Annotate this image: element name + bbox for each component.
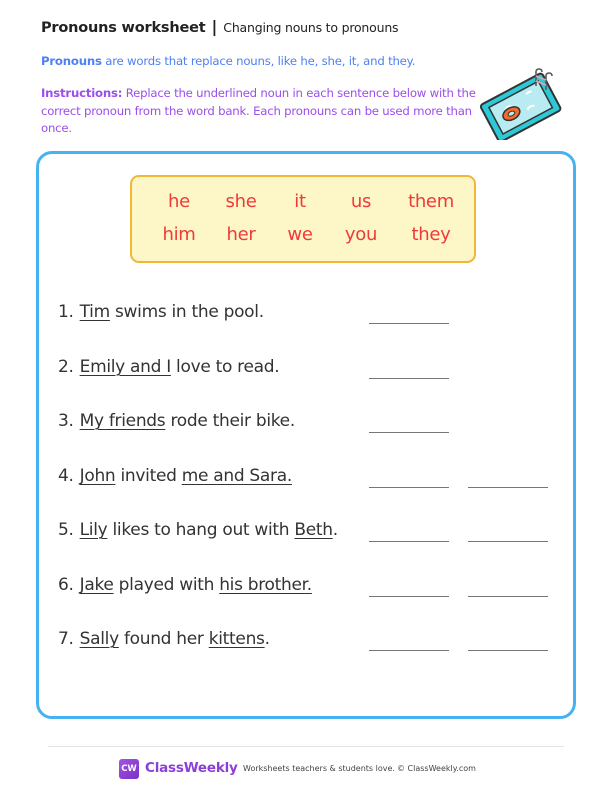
sentence-text: . xyxy=(264,629,270,649)
title-separator: | xyxy=(211,17,218,36)
underlined-noun: Jake xyxy=(79,575,114,595)
word-bank-word: us xyxy=(350,191,372,212)
word-bank-word: we xyxy=(287,224,313,245)
question-number: 1. xyxy=(58,302,74,322)
underlined-noun: kittens xyxy=(208,629,265,649)
answer-blank[interactable] xyxy=(468,596,548,597)
pronoun-definition xyxy=(41,54,481,68)
underlined-noun: Emily and I xyxy=(79,357,171,377)
footer-divider xyxy=(48,746,564,747)
underlined-noun: My friends xyxy=(79,411,166,431)
answer-blank[interactable] xyxy=(369,323,449,324)
question-item xyxy=(58,520,338,544)
answer-blank[interactable] xyxy=(468,650,548,651)
underlined-noun: Sally xyxy=(79,629,119,649)
answer-blank[interactable] xyxy=(369,596,449,597)
question-number: 6. xyxy=(58,575,74,595)
underlined-noun: Tim xyxy=(79,302,110,322)
brand-name: ClassWeekly xyxy=(145,760,238,776)
underlined-noun: me and Sara. xyxy=(181,466,292,486)
question-number: 4. xyxy=(58,466,74,486)
question-item xyxy=(58,629,270,653)
answer-blank[interactable] xyxy=(369,378,449,379)
sentence-text: . xyxy=(332,520,338,540)
footer-tagline: Worksheets teachers & students love. xyxy=(243,764,395,773)
definition-text: are words that replace nouns, like he, she, it, and they. xyxy=(101,54,416,68)
word-bank xyxy=(130,175,476,263)
instructions xyxy=(41,85,481,138)
word-bank-row-2 xyxy=(132,224,474,250)
word-bank-word: him xyxy=(162,224,196,245)
sentence-text: likes to hang out with xyxy=(107,520,295,540)
question-number: 2. xyxy=(58,357,74,377)
sentence-text: played with xyxy=(113,575,220,595)
answer-blank[interactable] xyxy=(369,650,449,651)
footer-copyright: © ClassWeekly.com xyxy=(397,764,476,773)
answer-blank[interactable] xyxy=(369,487,449,488)
instructions-text: Replace the underlined noun in each sentence below with the correct pronoun from the word bank. Each pronouns can be used more than once. xyxy=(41,86,476,135)
swimming-pool-icon xyxy=(476,68,568,140)
worksheet-title: Pronouns worksheet xyxy=(41,20,206,36)
word-bank-word: you xyxy=(344,224,378,245)
underlined-noun: his brother. xyxy=(219,575,312,595)
answer-blank[interactable] xyxy=(468,487,548,488)
question-number: 3. xyxy=(58,411,74,431)
underlined-noun: John xyxy=(79,466,116,486)
definition-term: Pronouns xyxy=(41,54,102,68)
worksheet-subtitle: Changing nouns to pronouns xyxy=(223,20,399,35)
word-bank-word: he xyxy=(168,191,190,212)
sentence-text: rode their bike. xyxy=(165,411,295,431)
underlined-noun: Beth xyxy=(294,520,333,540)
word-bank-word: it xyxy=(294,191,306,212)
word-bank-row-1 xyxy=(132,191,474,217)
question-number: 5. xyxy=(58,520,74,540)
sentence-text: invited xyxy=(115,466,182,486)
sentence-text: found her xyxy=(118,629,209,649)
question-item xyxy=(58,357,279,381)
worksheet-header xyxy=(41,17,398,36)
answer-blank[interactable] xyxy=(468,541,548,542)
question-number: 7. xyxy=(58,629,74,649)
classweekly-logo-icon: CW xyxy=(119,759,139,779)
word-bank-word: them xyxy=(408,191,454,212)
word-bank-word: she xyxy=(225,191,257,212)
sentence-text: swims in the pool. xyxy=(109,302,264,322)
question-item xyxy=(58,466,292,490)
answer-blank[interactable] xyxy=(369,541,449,542)
underlined-noun: Lily xyxy=(79,520,108,540)
question-item xyxy=(58,302,264,326)
sentence-text: love to read. xyxy=(170,357,280,377)
word-bank-word: they xyxy=(411,224,451,245)
question-item xyxy=(58,411,295,435)
question-item xyxy=(58,575,312,599)
answer-blank[interactable] xyxy=(369,432,449,433)
word-bank-word: her xyxy=(226,224,256,245)
instructions-label: Instructions: xyxy=(41,86,123,100)
